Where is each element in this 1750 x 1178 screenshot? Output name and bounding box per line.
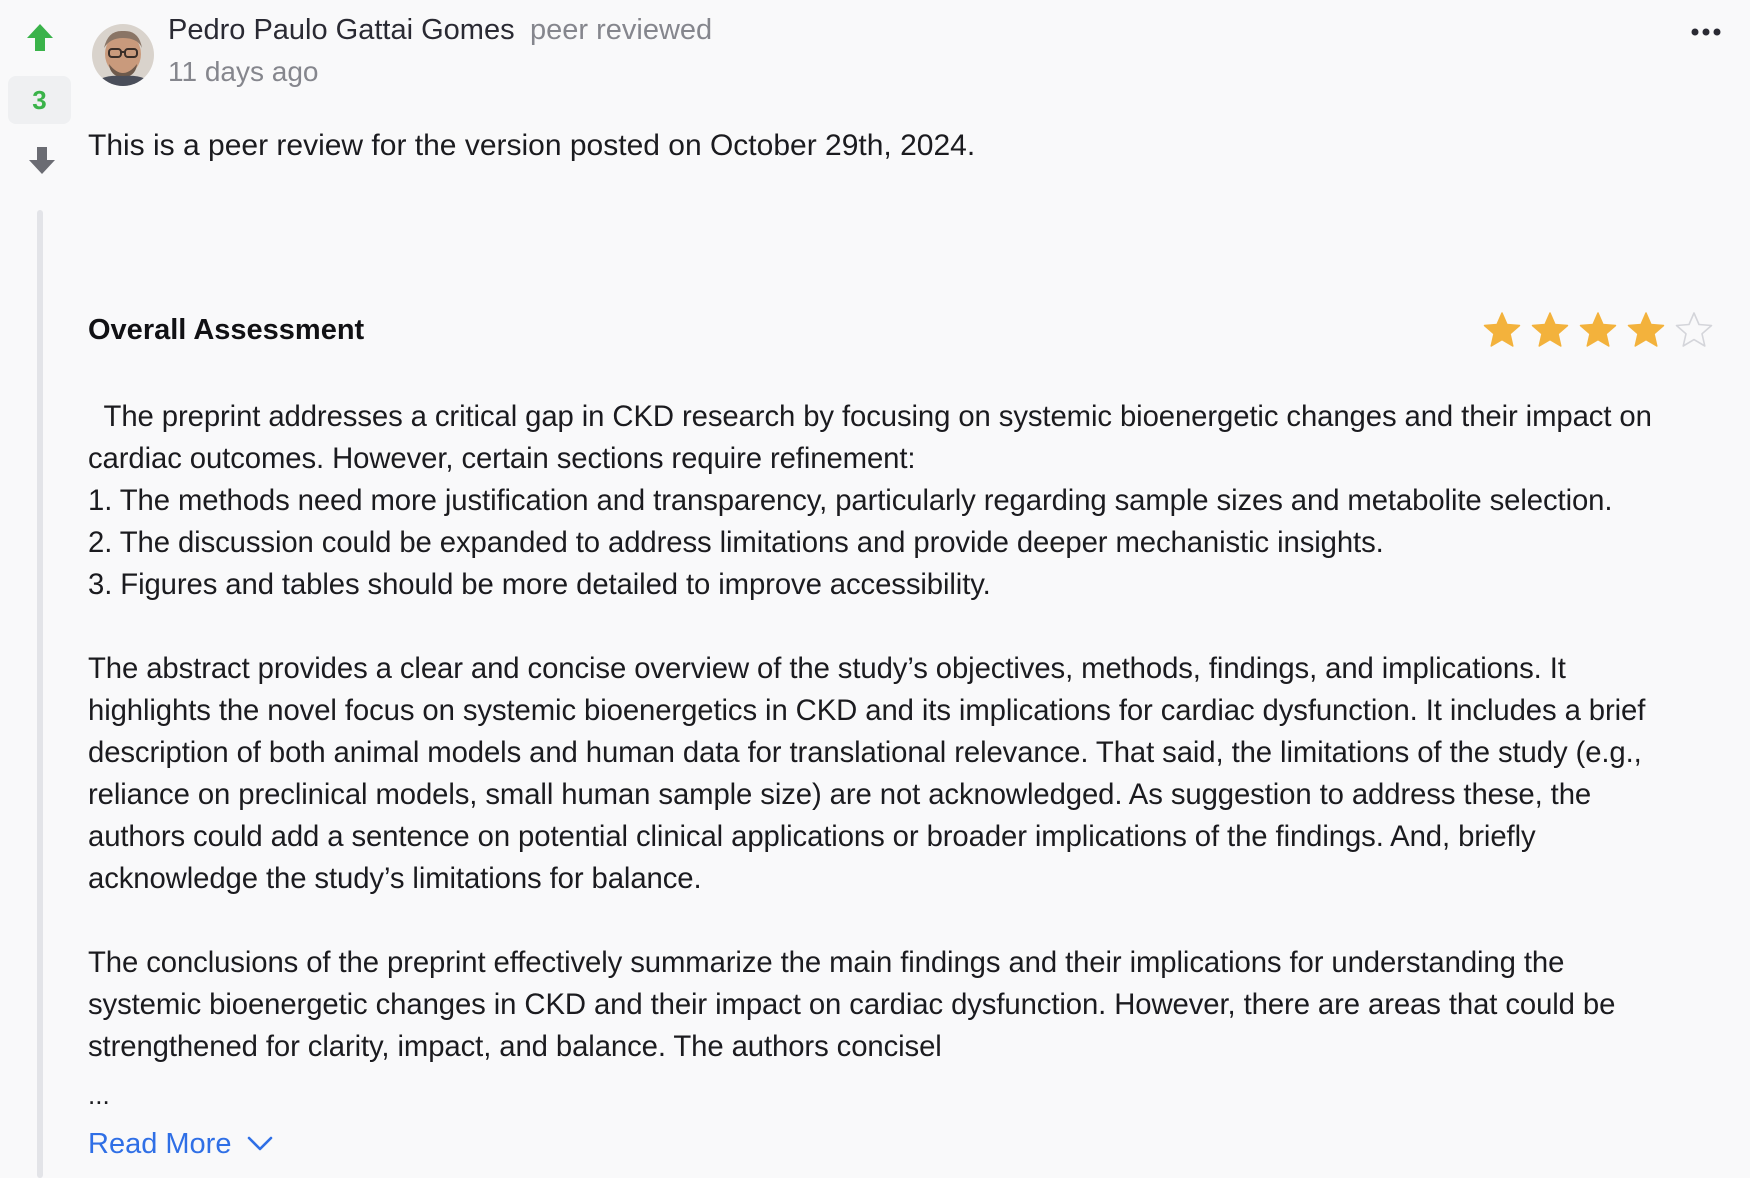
text-line: systemic bioenergetic changes in CKD and their impact on cardiac dysfunction. However, there are areas that could be xyxy=(88,987,1616,1021)
text-line: 2. The discussion could be expanded to address limitations and provide deeper mechanistic insights. xyxy=(88,525,1384,559)
avatar-image xyxy=(92,24,154,86)
text-line: The conclusions of the preprint effectively summarize the main findings and their implications for understanding the xyxy=(88,946,1565,979)
arrow-down-icon xyxy=(24,142,60,178)
star-filled-icon xyxy=(1578,310,1618,350)
avatar[interactable] xyxy=(92,24,154,86)
arrow-up-icon xyxy=(22,20,58,56)
read-more-label: Read More xyxy=(88,1127,232,1160)
text-line: 3. Figures and tables should be more detailed to improve accessibility. xyxy=(88,567,991,601)
paragraph-abstract xyxy=(88,648,1708,899)
paragraph-conclusions xyxy=(88,942,1708,1068)
star-filled-icon xyxy=(1626,310,1666,350)
upvote-button[interactable] xyxy=(22,20,58,56)
text-line: description of both animal models and human data for translational relevance. That said, the limitations of the study (e.g., xyxy=(88,735,1642,769)
downvote-button[interactable] xyxy=(24,142,60,178)
vote-count: 3 xyxy=(8,76,71,124)
truncation-ellipsis: ... xyxy=(88,1080,110,1110)
read-more-button[interactable] xyxy=(88,1124,275,1164)
star-filled-icon xyxy=(1530,310,1570,350)
review-intro: This is a peer review for the version posted on October 29th, 2024. xyxy=(88,129,976,162)
text-line: strengthened for clarity, impact, and balance. The authors concisel xyxy=(88,1029,942,1063)
section-heading: Overall Assessment xyxy=(88,314,365,346)
star-rating xyxy=(1482,310,1722,350)
paragraph-summary xyxy=(88,396,1708,606)
text-line: The abstract provides a clear and concise overview of the study’s objectives, methods, findings, and implications. It xyxy=(88,652,1566,685)
thread-line[interactable] xyxy=(37,210,43,1178)
chevron-down-icon xyxy=(245,1134,275,1154)
more-horizontal-icon xyxy=(1688,18,1724,46)
review-badge: peer reviewed xyxy=(530,14,713,46)
timestamp: 11 days ago xyxy=(168,56,319,87)
text-line: reliance on preclinical models, small human sample size) are not acknowledged. As suggestion to address these, the xyxy=(88,777,1592,811)
text-line: highlights the novel focus on systemic bioenergetics in CKD and its implications for cardiac dysfunction. It includes a brief xyxy=(88,693,1646,727)
text-line: The preprint addresses a critical gap in CKD research by focusing on systemic bioenergetic changes and their impact on xyxy=(88,400,1652,433)
text-line: acknowledge the study’s limitations for balance. xyxy=(88,861,702,895)
author-name[interactable]: Pedro Paulo Gattai Gomes xyxy=(168,14,515,46)
star-filled-icon xyxy=(1482,310,1522,350)
text-line: cardiac outcomes. However, certain sections require refinement: xyxy=(88,441,916,475)
vote-column xyxy=(0,0,80,1178)
star-empty-icon xyxy=(1674,310,1714,350)
text-line: 1. The methods need more justification and transparency, particularly regarding sample sizes and metabolite selection. xyxy=(88,483,1613,517)
text-line: authors could add a sentence on potential clinical applications or broader implications of the findings. And, briefly xyxy=(88,819,1536,853)
more-options-button[interactable] xyxy=(1688,18,1724,46)
